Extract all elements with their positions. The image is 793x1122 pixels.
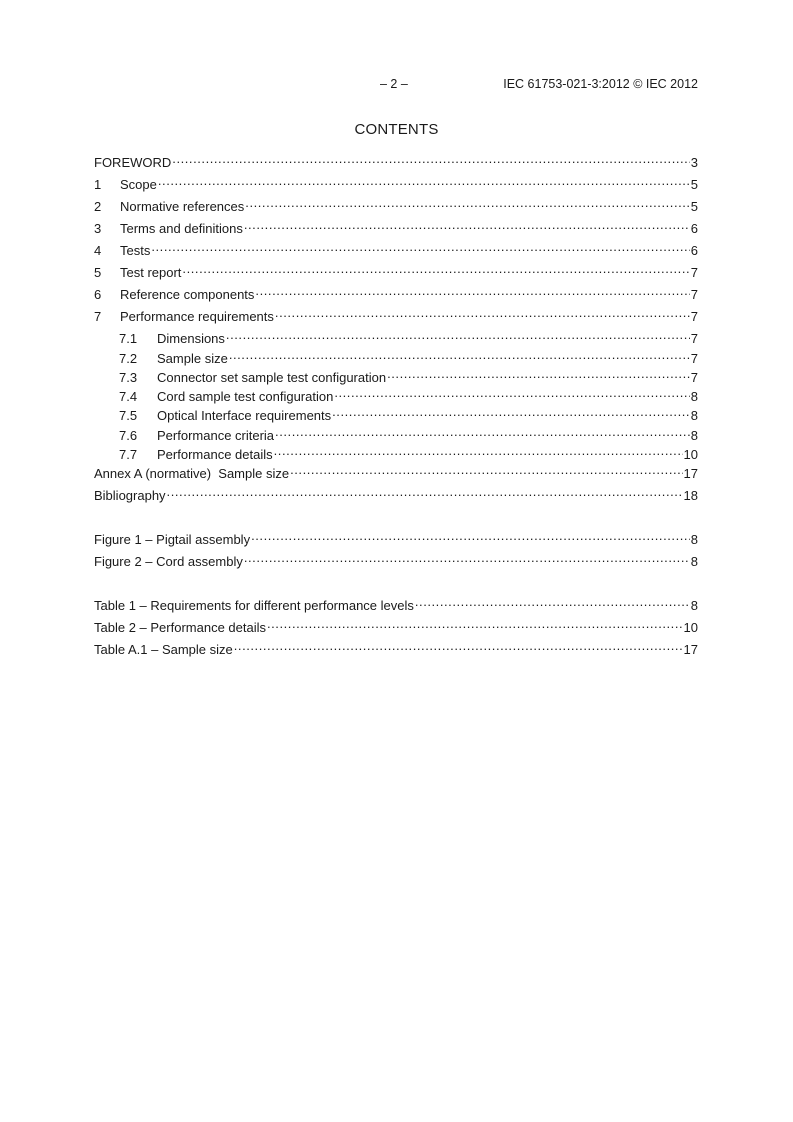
toc-label: Table A.1 – Sample size (94, 642, 233, 657)
toc-label: Figure 1 – Pigtail assembly (94, 532, 251, 547)
toc-entry-performance-criteria[interactable] (119, 424, 698, 443)
toc-section-number: 2 (94, 199, 102, 214)
toc-label: Figure 2 – Cord assembly (94, 554, 243, 569)
toc-page-number: 7 (690, 287, 698, 302)
toc-section-number: 7.7 (119, 447, 138, 462)
toc-entry-normative-references[interactable] (94, 195, 698, 214)
leader-dots (251, 528, 690, 544)
leader-dots (244, 217, 690, 233)
toc-label: Table 1 – Requirements for different performance levels (94, 598, 414, 613)
toc-page-number: 6 (690, 243, 698, 258)
leader-dots (158, 173, 690, 189)
toc-section-number: 4 (94, 243, 102, 258)
toc-page-number: 8 (690, 532, 698, 547)
toc-page-number: 7 (690, 370, 698, 385)
toc-section-number: 7.2 (119, 351, 138, 366)
leader-dots (226, 327, 690, 343)
toc-section-number: 6 (94, 287, 102, 302)
toc-label: Sample size (157, 351, 228, 366)
toc-page-number: 5 (690, 199, 698, 214)
leader-dots (290, 462, 682, 478)
toc-entry-performance-details[interactable] (119, 443, 698, 462)
toc-entry-optical-interface[interactable] (119, 404, 698, 423)
toc-label: Terms and definitions (120, 221, 243, 236)
toc-label: Tests (120, 243, 151, 258)
toc-label: Bibliography (94, 488, 166, 503)
toc-page-number: 6 (690, 221, 698, 236)
toc-page-number: 10 (683, 447, 698, 462)
toc-entry-terms-and-definitions[interactable] (94, 217, 698, 236)
leader-dots (245, 195, 689, 211)
toc-entry-scope[interactable] (94, 173, 698, 192)
toc-page-number: 8 (690, 408, 698, 423)
toc-page-number: 3 (690, 155, 698, 170)
leader-dots (275, 305, 690, 321)
toc-label: Test report (120, 265, 182, 280)
toc-entry-figure-1[interactable] (94, 528, 698, 547)
toc-label: Performance details (157, 447, 273, 462)
leader-dots (415, 594, 690, 610)
page-header (0, 76, 793, 92)
toc-entry-annex-a[interactable] (94, 462, 698, 481)
toc-entry-performance-requirements[interactable] (94, 305, 698, 324)
leader-dots (387, 366, 690, 382)
leader-dots (172, 151, 689, 167)
toc-page-number: 7 (690, 309, 698, 324)
toc-entry-sample-size[interactable] (119, 347, 698, 366)
leader-dots (275, 424, 690, 440)
toc-entry-tests[interactable] (94, 239, 698, 258)
toc-page-number: 17 (683, 642, 698, 657)
toc-page-number: 18 (683, 488, 698, 503)
toc-section-number: 5 (94, 265, 102, 280)
toc-entry-connector-set-config[interactable] (119, 366, 698, 385)
toc-section-number: 7.1 (119, 331, 138, 346)
toc-label: Performance criteria (157, 428, 275, 443)
toc-page-number: 7 (690, 331, 698, 346)
leader-dots (182, 261, 689, 277)
toc-entry-figure-2[interactable] (94, 550, 698, 569)
toc-label: Annex A (normative) Sample size (94, 466, 290, 481)
toc-page-number: 8 (690, 428, 698, 443)
toc-page-number: 10 (683, 620, 698, 635)
toc-label: Scope (120, 177, 157, 192)
leader-dots (229, 347, 690, 363)
toc-entry-table-1[interactable] (94, 594, 698, 613)
document-id: IEC 61753-021-3:2012 © IEC 2012 (503, 77, 698, 91)
toc-section-number: 1 (94, 177, 102, 192)
toc-section-number: 7.3 (119, 370, 138, 385)
toc-page-number: 8 (690, 554, 698, 569)
leader-dots (234, 638, 683, 654)
leader-dots (274, 443, 683, 459)
toc-entry-bibliography[interactable] (94, 484, 698, 503)
toc-entry-test-report[interactable] (94, 261, 698, 280)
toc-entry-cord-sample-config[interactable] (119, 385, 698, 404)
toc-entry-reference-components[interactable] (94, 283, 698, 302)
leader-dots (255, 283, 689, 299)
toc-label: Reference components (120, 287, 255, 302)
page-number: – 2 – (380, 77, 408, 91)
toc-page-number: 17 (683, 466, 698, 481)
leader-dots (332, 404, 690, 420)
toc-label: Optical Interface requirements (157, 408, 332, 423)
toc-section-number: 3 (94, 221, 102, 236)
leader-dots (267, 616, 683, 632)
toc-section-number: 7 (94, 309, 102, 324)
toc-label: Connector set sample test configuration (157, 370, 387, 385)
toc-page-number: 7 (690, 265, 698, 280)
toc-entry-table-2[interactable] (94, 616, 698, 635)
toc-entry-foreword[interactable] (94, 151, 698, 170)
toc-page-number: 8 (690, 389, 698, 404)
toc-label: Cord sample test configuration (157, 389, 334, 404)
toc-page-number: 7 (690, 351, 698, 366)
leader-dots (334, 385, 689, 401)
toc-label: FOREWORD (94, 155, 172, 170)
contents-title: CONTENTS (354, 121, 439, 138)
toc-section-number: 7.5 (119, 408, 138, 423)
toc-label: Table 2 – Performance details (94, 620, 266, 635)
toc-section-number: 7.6 (119, 428, 138, 443)
toc-section-number: 7.4 (119, 389, 138, 404)
toc-entry-table-a1[interactable] (94, 638, 698, 657)
leader-dots (151, 239, 689, 255)
toc-label: Performance requirements (120, 309, 274, 324)
toc-page-number: 5 (690, 177, 698, 192)
leader-dots (244, 550, 690, 566)
toc-label: Dimensions (157, 331, 225, 346)
toc-page-number: 8 (690, 598, 698, 613)
toc-entry-dimensions[interactable] (119, 327, 698, 346)
leader-dots (167, 484, 683, 500)
toc-label: Normative references (120, 199, 245, 214)
